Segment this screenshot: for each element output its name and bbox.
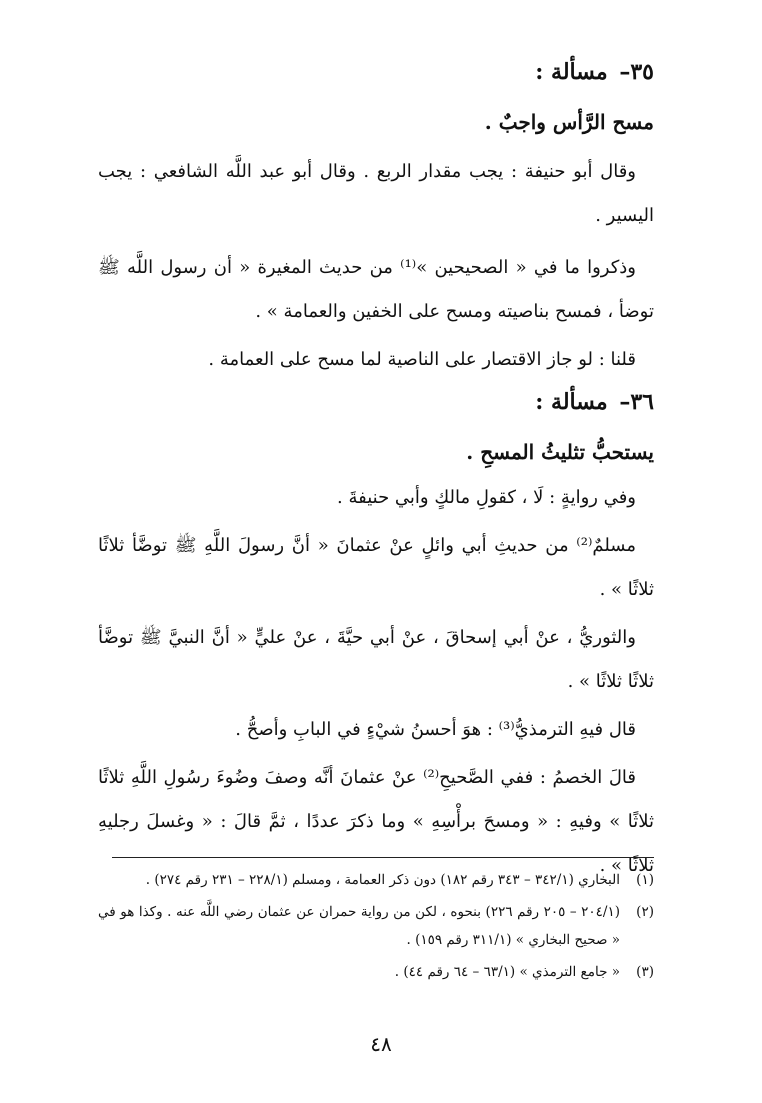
footnotes (98, 866, 654, 990)
paragraph: مسلمٌ⁽²⁾ من حديثِ أبي وائلٍ عنْ عثمانَ « أنَّ رسولَ اللَّهِ ﷺ توضَّأ ثلاثًا ثلاثًا » . (98, 535, 654, 600)
footnote-divider (112, 857, 654, 858)
section-heading-36 (98, 382, 654, 422)
paragraph: وذكروا ما في « الصحيحين »⁽¹⁾ من حديث المغيرة « أن رسول اللَّه ﷺ توضأ ، فمسح بناصيته ومسح على الخفين والعمامة » . (98, 257, 654, 322)
paragraph: قال فيهِ الترمذيُّ⁽³⁾ : هوَ أحسنُ شيْءٍ في البابِ وأصحُّ . (235, 719, 636, 740)
paragraph: وفي روايةٍ : لَا ، كقولِ مالكٍ وأبي حنيفةَ . (337, 487, 636, 508)
section-heading-35 (98, 52, 654, 92)
paragraph: والثوريُّ ، عنْ أبي إسحاقَ ، عنْ أبي حيَّةَ ، عنْ عليٍّ « أنَّ النبيَّ ﷺ توضَّأ ثلاثًا ثلاثًا » . (98, 627, 654, 692)
section-statement-36: يستحبُّ تثليثُ المسحِ . (466, 440, 654, 464)
footnote-text: (٢٠٤/١ – ٢٠٥ رقم ٢٢٦) بنحوه ، لكن من رواية حمران عن عثمان رضي اللَّه عنه . وكذا هو في « صحيح البخاري » (٣١١/١ رقم ١٥٩) . (98, 904, 620, 948)
section-number: ٣٥– (619, 59, 654, 85)
footnote-number: (٢) (636, 904, 654, 920)
section-statement-35: مسح الرَّأس واجبٌ . (484, 110, 654, 134)
footnote-text: « جامع الترمذي » (٦٣/١ – ٦٤ رقم ٤٤) . (394, 964, 620, 980)
main-text (98, 52, 654, 888)
footnote-number: (٣) (636, 964, 654, 980)
paragraph: قالَ الخصمُ : ففي الصَّحيحِ⁽²⁾ عنْ عثمانَ أنَّه وصفَ وضُوءَ رسُولِ اللَّهِ ثلاثًا ثلاثًا » وفيهِ : « ومسحَ برأْسِهِ » وما ذكرَ عددًا ، ثمَّ قالَ : « وغسلَ رجليهِ ثلاثًا » . (98, 767, 654, 876)
paragraph: وقال أبو حنيفة : يجب مقدار الربع . وقال أبو عبد اللَّه الشافعي : يجب اليسير . (98, 161, 654, 226)
footnote-number: (١) (636, 872, 654, 888)
section-title: مسألة : (535, 59, 608, 85)
footnote (98, 898, 654, 954)
footnote (98, 958, 654, 986)
footnote (98, 866, 654, 894)
section-number: ٣٦– (619, 389, 654, 415)
section-title: مسألة : (535, 389, 608, 415)
footnote-text: البخاري (٣٤٢/١ – ٣٤٣ رقم ١٨٢) دون ذكر العمامة ، ومسلم (٢٢٨/١ – ٢٣١ رقم ٢٧٤) . (145, 872, 620, 888)
paragraph: قلنا : لو جاز الاقتصار على الناصية لما مسح على العمامة . (208, 349, 636, 370)
page-number: ٤٨ (370, 1032, 392, 1056)
